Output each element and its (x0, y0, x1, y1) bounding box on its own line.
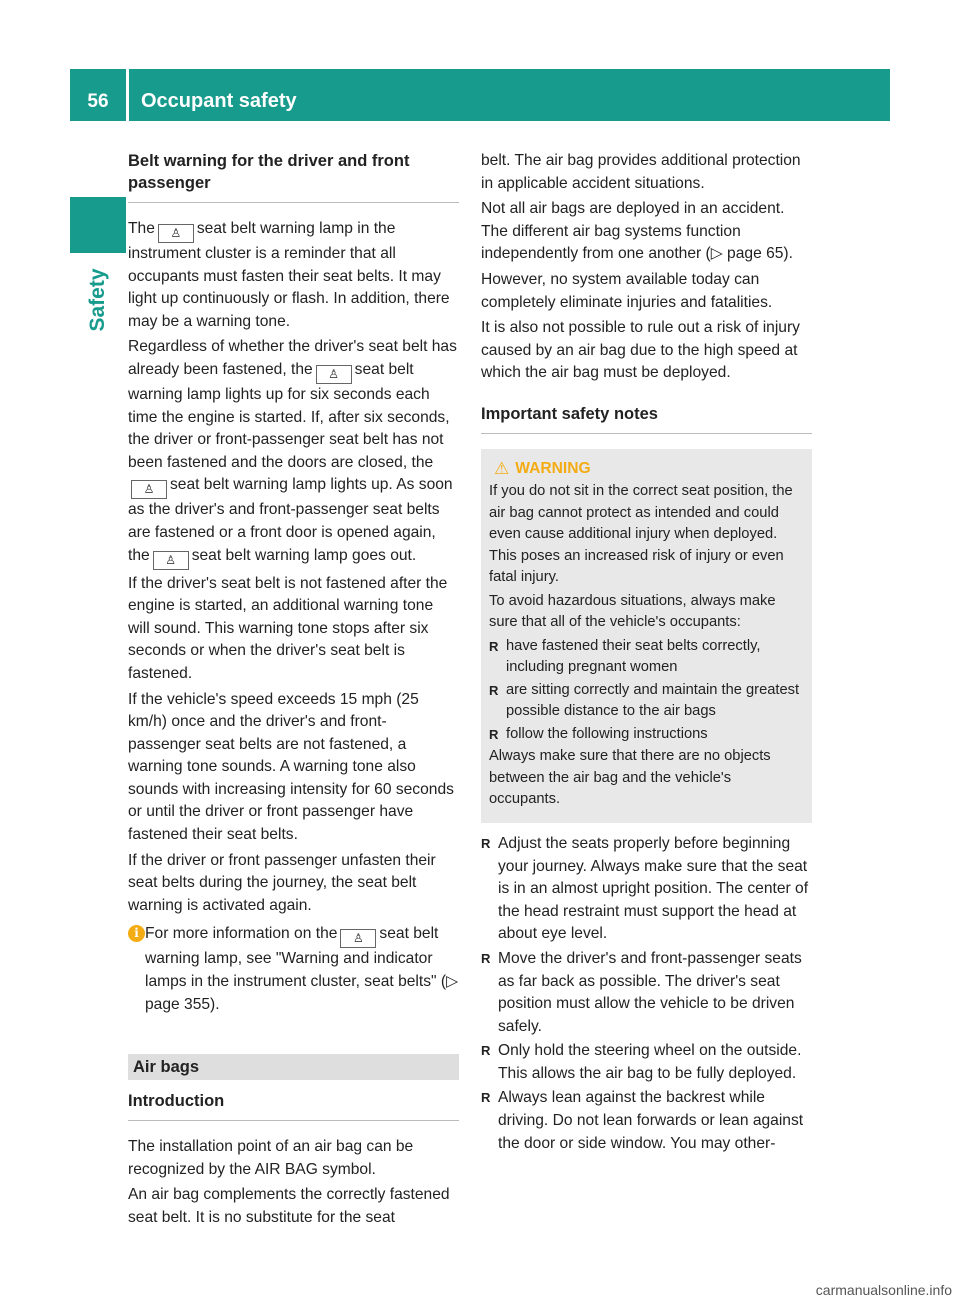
section-heading-belt-warning: Belt warning for the driver and front passenger (128, 150, 459, 203)
paragraph (128, 336, 459, 569)
list-item: R have fastened their seat belts correctly, including pregnant women (489, 636, 804, 679)
page-number: 56 (87, 91, 109, 112)
seat-belt-warning-icon: ♙ (316, 365, 352, 384)
subsection-heading-introduction: Introduction (128, 1090, 459, 1121)
warning-paragraph: To avoid hazardous situations, always make sure that all of the vehicle's occupants: (489, 592, 776, 631)
text: seat belt warning lamp goes out. (191, 546, 417, 564)
left-column (128, 150, 459, 1233)
paragraph: It is also not possible to rule out a risk of injury caused by an air bag due to the high speed at which the air bag must be deployed. (481, 319, 800, 382)
paragraph (128, 218, 459, 333)
side-tab-marker (70, 197, 126, 253)
list-item: R Adjust the seats properly before beginning your journey. Always make sure that the seat is in an almost upright position. The center of the head restraint must support the head at about eye level. (481, 833, 812, 946)
list-item: R Move the driver's and front-passenger seats as far back as possible. The driver's seat position must allow the vehicle to be driven safely. (481, 948, 812, 1038)
right-column (481, 150, 812, 1157)
page-title: Occupant safety (141, 90, 297, 112)
text: seat belt warning lamp, see "Warning and indicator lamps in the instrument cluster, seat belts" (▷ page 355). (145, 925, 459, 1013)
footer-watermark: carmanualsonline.info (815, 1282, 952, 1298)
paragraph: Not all air bags are deployed in an accident. The different air bag systems function independently from one another (▷ page 65). (481, 200, 793, 263)
section-title-air-bags: Air bags (128, 1054, 459, 1080)
info-icon: i (128, 925, 145, 942)
text: Regardless of whether the driver's seat belt has already been fastened, the (128, 338, 457, 378)
header-divider (126, 69, 129, 121)
list-item: R Only hold the steering wheel on the outside. This allows the air bag to be fully deployed. (481, 1040, 812, 1085)
seat-belt-warning-icon: ♙ (131, 480, 167, 499)
paragraph: If the vehicle's speed exceeds 15 mph (25 km/h) once and the driver's and front-passenger seat belts are not fastened, a warning tone sounds. A warning tone also sounds with increasing intensity for 60 seconds or until the driver or front passenger have fastened their seat belts. (128, 690, 454, 844)
list-item: R Always lean against the backrest while driving. Do not lean forwards or lean against the door or side window. You may other- (481, 1087, 812, 1155)
paragraph: belt. The air bag provides additional protection in applicable accident situations. (481, 152, 801, 192)
seat-belt-warning-icon: ♙ (153, 551, 189, 570)
text: seat belt warning lamp in the instrument cluster is a reminder that all occupants must fasten their seat belts. It may light up continuously or flash. In addition, there may be a warning tone. (128, 220, 450, 330)
text: seat belt warning lamp lights up for six seconds each time the engine is started. If, after six seconds, the driver or front-passenger seat belt has not been fastened and the doors are closed, the (128, 360, 450, 471)
text: seat belt warning lamp lights up. As soon as the driver's and front-passenger seat belts are fastened or a front door is opened again, the (128, 476, 453, 564)
paragraph: If the driver's seat belt is not fastened after the engine is started, an additional warning tone will sound. This warning tone stops after six seconds or when the driver's seat belt is fastened. (128, 574, 448, 682)
paragraph: If the driver or front passenger unfasten their seat belts during the journey, the seat belt warning is activated again. (128, 851, 436, 914)
warning-paragraph: Always make sure that there are no objects between the air bag and the vehicle's occupants. (489, 748, 771, 808)
list-item: R are sitting correctly and maintain the greatest possible distance to the air bags (489, 680, 804, 723)
warning-triangle-icon: ⚠ (494, 458, 510, 478)
text: The (128, 220, 155, 237)
warning-box (481, 449, 812, 823)
info-note (128, 923, 459, 1016)
warning-title: WARNING (515, 459, 591, 477)
text: For more information on the (145, 925, 338, 943)
paragraph: However, no system available today can completely eliminate injuries and fatalities. (481, 270, 773, 311)
paragraph: The installation point of an air bag can be recognized by the AIR BAG symbol. (128, 1138, 414, 1178)
seat-belt-warning-icon: ♙ (158, 224, 194, 243)
warning-header (494, 458, 804, 480)
list-item: R follow the following instructions (489, 724, 804, 746)
section-heading-safety-notes: Important safety notes (481, 403, 812, 434)
warning-paragraph: If you do not sit in the correct seat position, the air bag cannot protect as intended and could even cause additional injury when deployed. This poses an increased risk of injury or even fatal injury. (489, 483, 793, 586)
seat-belt-warning-icon: ♙ (340, 929, 376, 948)
paragraph: An air bag complements the correctly fastened seat belt. It is no substitute for the seat (128, 1186, 450, 1226)
side-tab-label: Safety (86, 268, 109, 332)
